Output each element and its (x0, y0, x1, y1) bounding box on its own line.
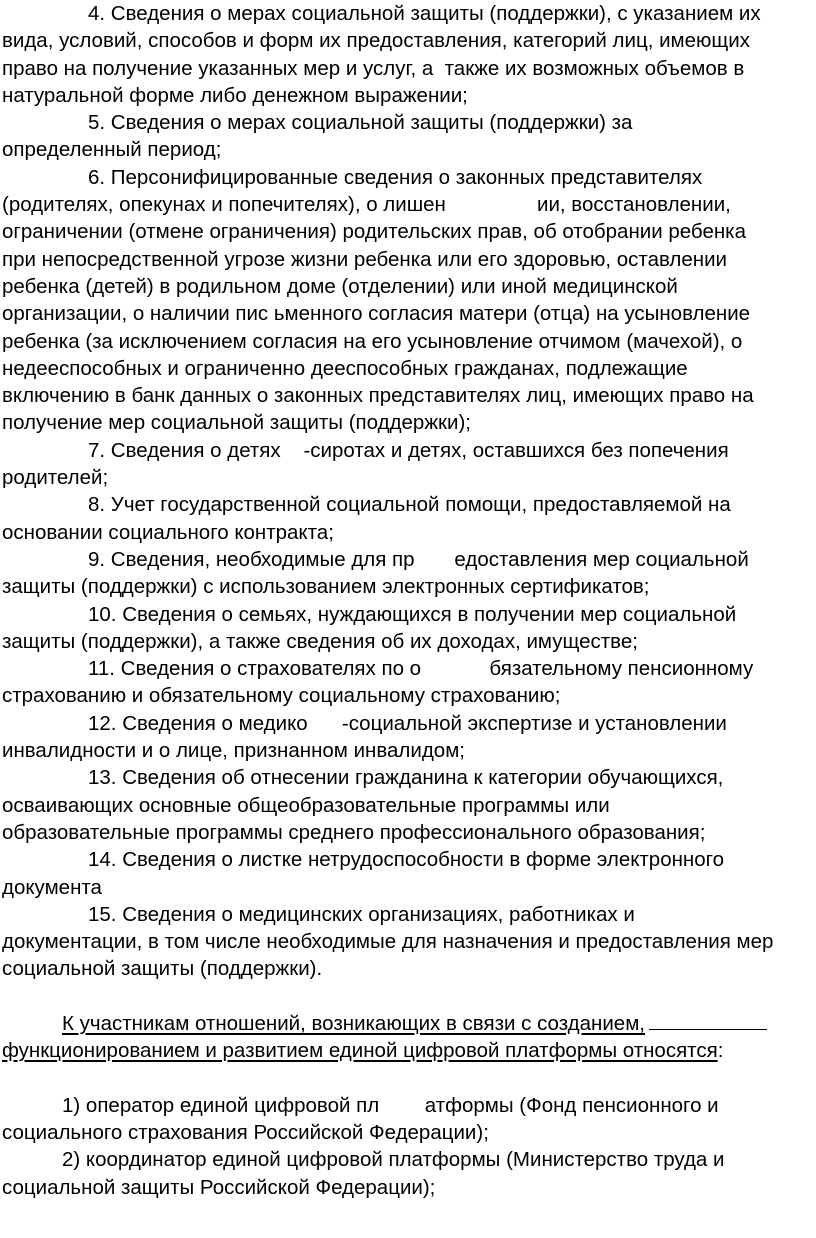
text-line: 9. Сведения, необходимые для пр едоставления мер социальной (88, 547, 749, 571)
text-line: 12. Сведения о медико -социальной экспертизе и установлении (88, 711, 727, 735)
list-item (0, 546, 816, 601)
heading-text: К участникам отношений, возникающих в связи с созданием, (62, 1011, 645, 1035)
heading-line (0, 1010, 816, 1037)
text-line: 6. Персонифицированные сведения о законных представителях (88, 165, 703, 189)
list-item (0, 437, 816, 492)
text-line: осваивающих основные общеобразовательные программы или (2, 793, 610, 817)
list-item (0, 109, 816, 164)
underline-fill (649, 1028, 767, 1030)
text-line: 11. Сведения о страхователях по о бязательному пенсионному (88, 657, 754, 681)
text-line: социальной защиты (поддержки). (2, 957, 323, 981)
text-line: 8. Учет государственной социальной помощи, предоставляемой на (88, 493, 731, 517)
section-heading (0, 1010, 816, 1065)
text-line: получение мер социальной защиты (поддержки); (2, 411, 471, 435)
text-line: образовательные программы среднего профессионального образования; (2, 820, 706, 844)
list-item (0, 164, 816, 437)
text-line: социальной защиты Российской Федерации); (2, 1175, 436, 1199)
text-line: 13. Сведения об отнесении гражданина к категории обучающихся, (88, 766, 724, 790)
text-line: 10. Сведения о семьях, нуждающихся в получении мер социальной (88, 602, 737, 626)
text-line: 4. Сведения о мерах социальной защиты (поддержки), с указанием их (88, 2, 761, 25)
text-line: 1) оператор единой цифровой пл атформы (Фонд пенсионного и (62, 1093, 719, 1117)
text-line: основании социального контракта; (2, 520, 334, 544)
text-line: 7. Сведения о детях -сиротах и детях, оставшихся без попечения (88, 438, 729, 462)
list-item (0, 0, 816, 109)
text-line: натуральной форме либо денежном выражении; (2, 83, 468, 107)
text-line: недееспособных и ограниченно дееспособных гражданах, подлежащие (2, 356, 688, 380)
list-item (0, 491, 816, 546)
list-item (0, 846, 816, 901)
text-line: страхованию и обязательному социальному страхованию; (2, 684, 561, 708)
text-line: вида, условий, способов и форм их предоставления, категорий лиц, имеющих (2, 29, 750, 53)
text-line: родителей; (2, 466, 109, 490)
text-line: право на получение указанных мер и услуг, а также их возможных объемов в (2, 56, 745, 80)
text-line: социального страхования Российской Федерации); (2, 1121, 489, 1145)
text-line: документа (2, 875, 102, 899)
text-line: определенный период; (2, 138, 222, 162)
text-line: включению в банк данных о законных представителях лиц, имеющих право на (2, 384, 754, 408)
text-line: организации, о наличии пис ьменного согласия матери (отца) на усыновление (2, 302, 751, 326)
list-item (0, 1092, 816, 1147)
list-item (0, 764, 816, 846)
text-line: 5. Сведения о мерах социальной защиты (поддержки) за (88, 111, 633, 135)
text-line: 2) координатор единой цифровой платформы (Министерство труда и (62, 1148, 725, 1172)
text-line: документации, в том числе необходимые для назначения и предоставления мер (2, 930, 774, 954)
list-item (0, 901, 816, 983)
text-line: защиты (поддержки), а также сведения об их доходах, имуществе; (2, 629, 638, 653)
text-line: (родителях, опекунах и попечителях), о лишен ии, восстановлении, (2, 193, 731, 217)
spacer (0, 983, 816, 1010)
text-line: защиты (поддержки) с использованием электронных сертификатов; (2, 575, 650, 599)
text-line: инвалидности и о лице, признанном инвалидом; (2, 739, 465, 763)
heading-line (0, 1037, 816, 1064)
list-item (0, 655, 816, 710)
list-item (0, 601, 816, 656)
list-item (0, 1146, 816, 1201)
text-line: ограничении (отмене ограничения) родительских прав, об отобрании ребенка (2, 220, 746, 244)
heading-colon: : (717, 1039, 724, 1063)
spacer (0, 1065, 816, 1092)
heading-text: функционированием и развитием единой цифровой платформы относятся (2, 1039, 718, 1063)
text-line: ребенка (детей) в родильном доме (отделении) или иной медицинской (2, 274, 678, 298)
text-line: 14. Сведения о листке нетрудоспособности в форме электронного (88, 848, 725, 872)
list-item (0, 710, 816, 765)
text-line: при непосредственной угрозе жизни ребенка или его здоровью, оставлении (2, 247, 727, 271)
text-line: 15. Сведения о медицинских организациях, работниках и (88, 902, 635, 926)
text-line: ребенка (за исключением согласия на его усыновление отчимом (мачехой), о (2, 329, 743, 353)
